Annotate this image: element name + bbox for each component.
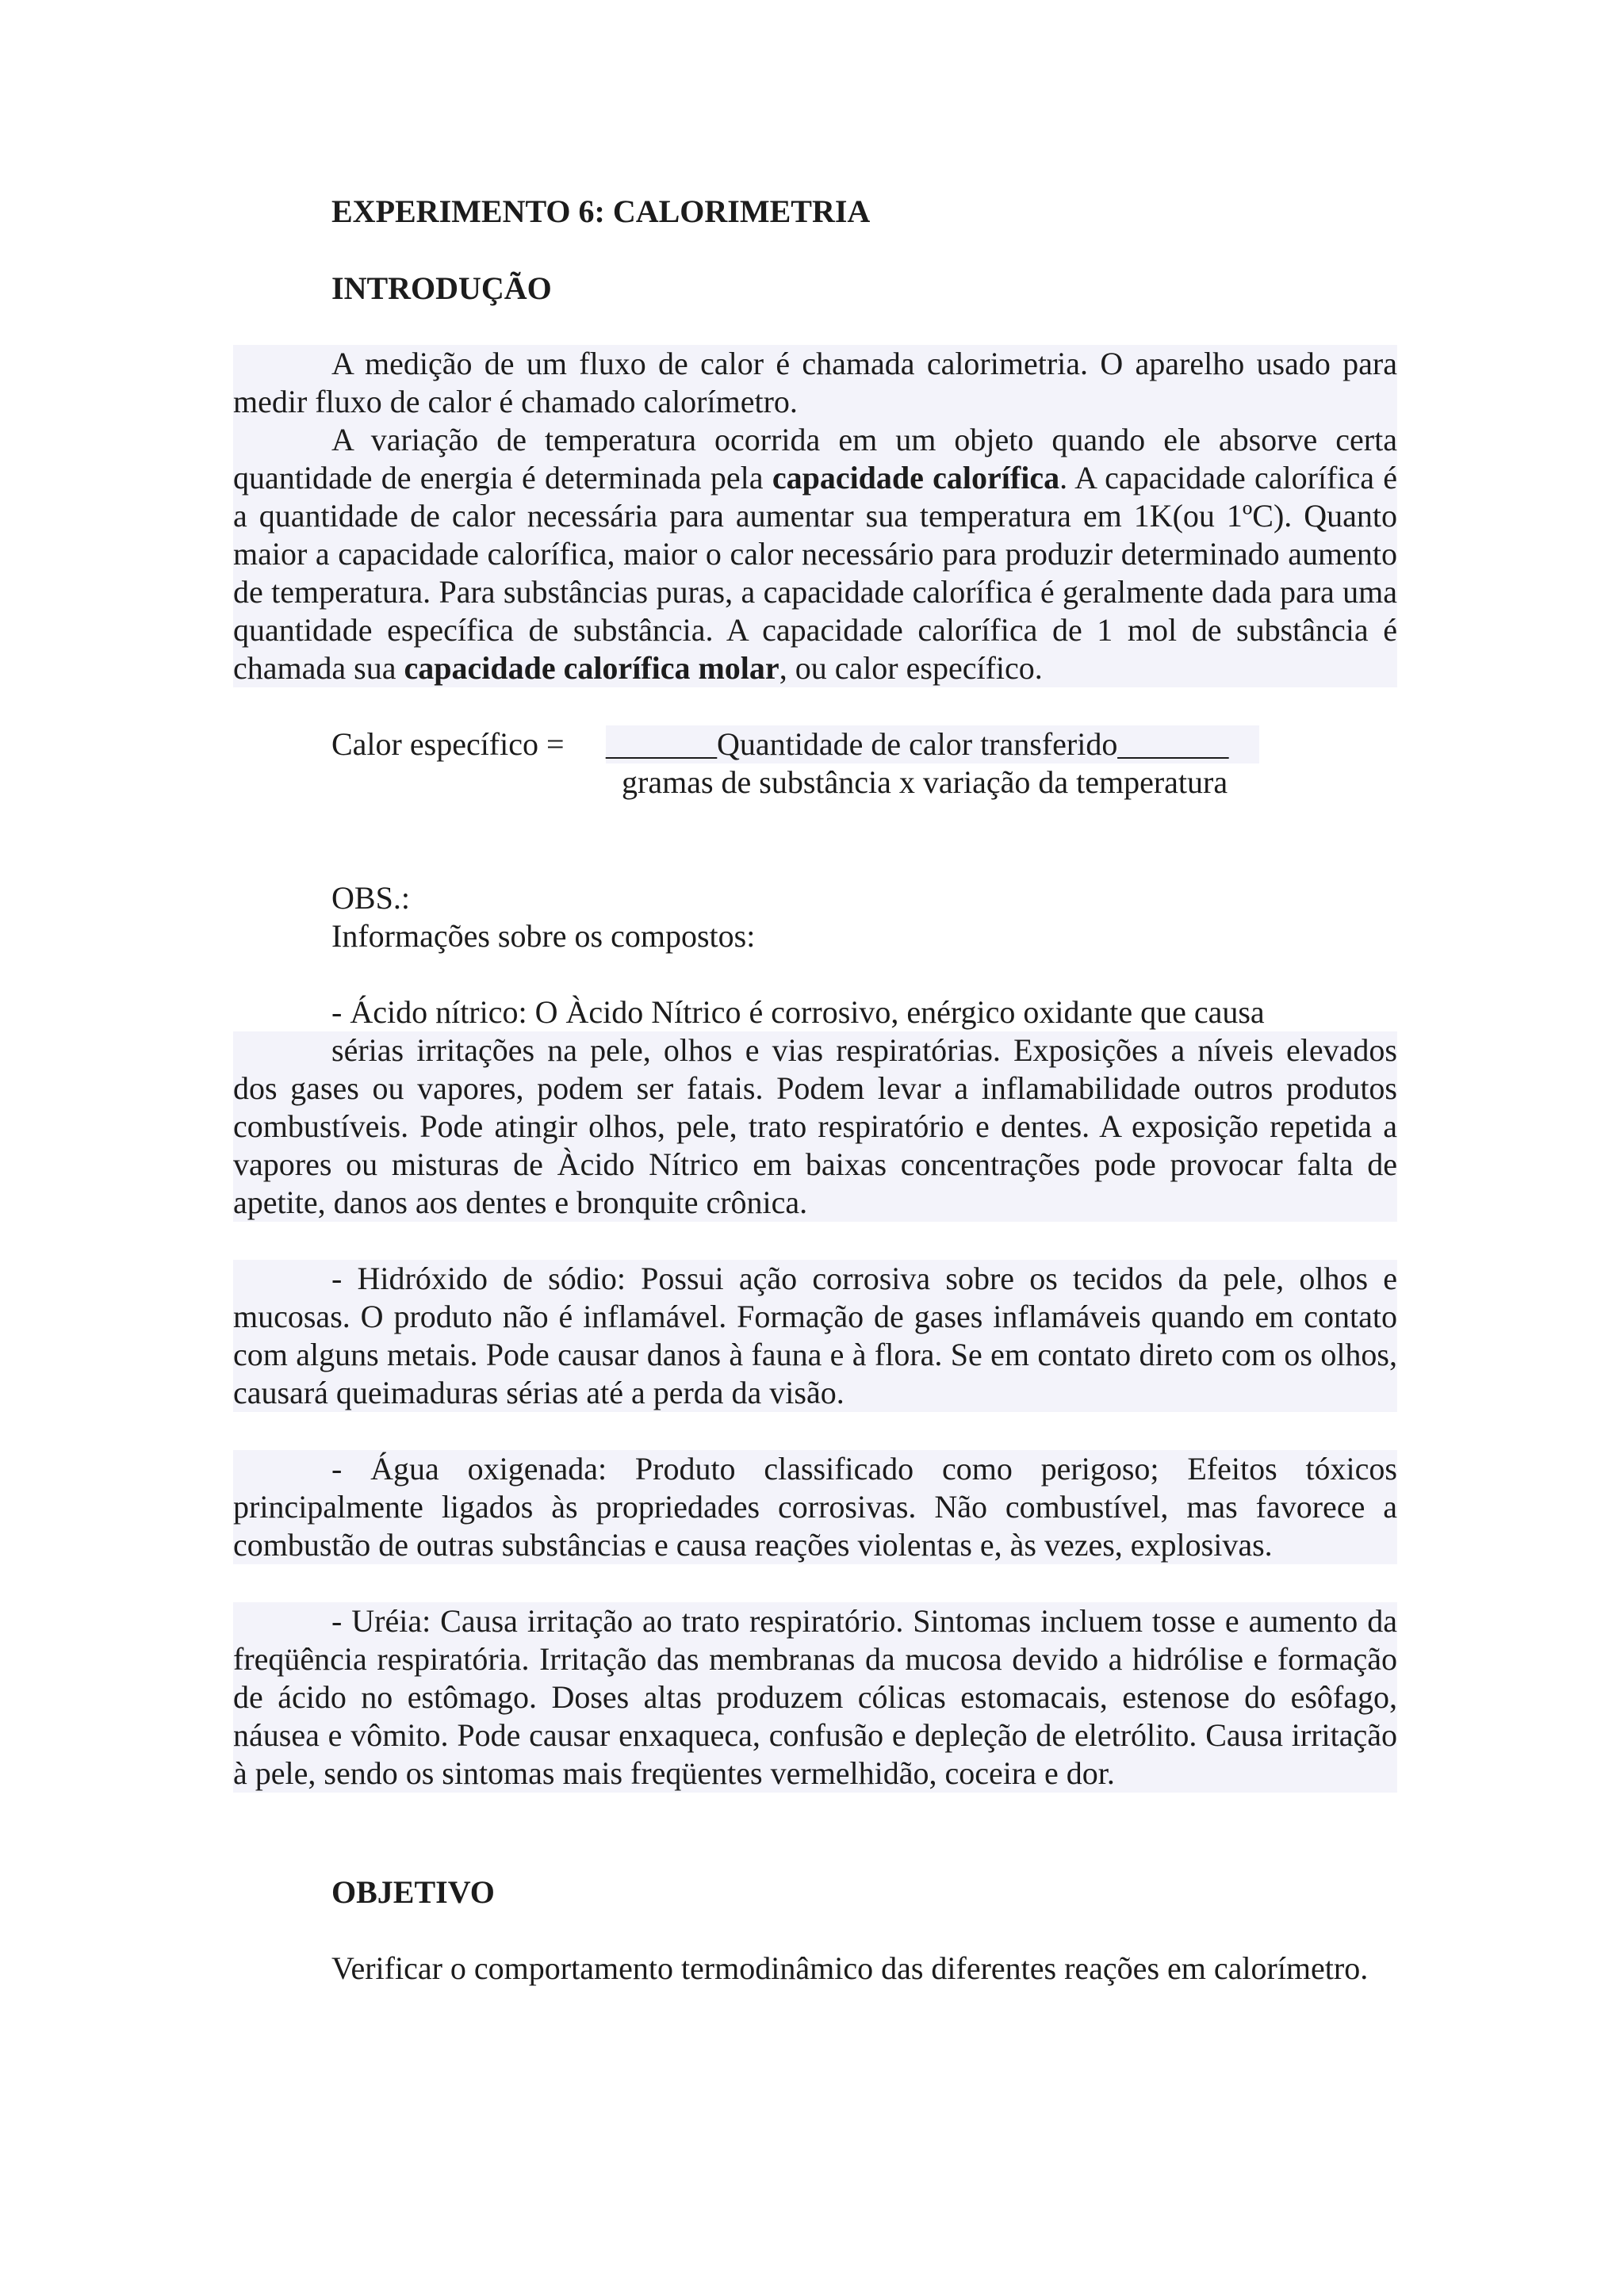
document-title: EXPERIMENTO 6: CALORIMETRIA (331, 193, 871, 229)
formula-denominator: gramas de substância x variação da temperatura (622, 764, 1228, 800)
compounds-info-subtitle: Informações sobre os compostos: (331, 918, 756, 954)
nitric-acid-rest: dos gases ou vapores, podem ser fatais. Podem levar a inflamabilidade outros produtos combustíveis. Pode atingir olhos, pele, trato respiratório e dentes. A exposição repetida a vapores ou misturas de Àcido Nítrico em baixas concentrações pode provocar falta de apetite, danos aos dentes e bronquite crônica. (233, 1070, 1397, 1220)
formula-label: Calor específico = (331, 726, 565, 762)
intro-paragraph-2 (233, 421, 1397, 687)
intro-term-heat-capacity: capacidade calorífica (772, 460, 1060, 496)
sodium-hydroxide-paragraph (233, 1260, 1397, 1412)
obs-label: OBS.: (331, 880, 410, 916)
hydrogen-peroxide-text: - Água oxigenada: Produto classificado como perigoso; Efeitos tóxicos principalmente ligados às propriedades corrosivas. Não combustível, mas favorece a combustão de outras substâncias e causa reações violentas e, às vezes, explosivas. (233, 1451, 1397, 1563)
objective-heading: OBJETIVO (331, 1874, 495, 1910)
objective-text: Verificar o comportamento termodinâmico das diferentes reações em calorímetro. (331, 1950, 1369, 1986)
intro-p2-text-3: , ou calor específico. (779, 650, 1043, 686)
urea-paragraph (233, 1602, 1397, 1793)
nitric-acid-body (233, 1031, 1397, 1222)
hydrogen-peroxide-paragraph (233, 1450, 1397, 1564)
intro-term-molar-heat-capacity: capacidade calorífica molar (404, 650, 779, 686)
urea-text: - Uréia: Causa irritação ao trato respiratório. Sintomas incluem tosse e aumento da freqüência respiratória. Irritação das membranas da mucosa devido a hidrólise e formação de ácido no estômago. Doses altas produzem cólicas estomacais, estenose do esôfago, náusea e vômito. Pode causar enxaqueca, confusão e depleção de eletrólito. Causa irritação à pele, sendo os sintomas mais freqüentes vermelhidão, coceira e dor. (233, 1603, 1397, 1791)
intro-p2-text-2: . A capacidade calorífica é a quantidade de calor necessária para aumentar sua temperatura em 1K(ou 1ºC). Quanto maior a capacidade calorífica, maior o calor necessário para produzir determinado aumento de temperatura. Para substâncias puras, a capacidade calorífica é geralmente dada para uma quantidade específica de substância. A capacidade calorífica de 1 mol de substância é chamada sua (233, 460, 1397, 686)
introduction-text (233, 345, 1397, 687)
nitric-acid-first-line: - Ácido nítrico: O Àcido Nítrico é corrosivo, enérgico oxidante que causa (331, 994, 1265, 1030)
introduction-heading: INTRODUÇÃO (331, 270, 552, 306)
intro-paragraph-1: A medição de um fluxo de calor é chamada calorimetria. O aparelho usado para medir fluxo de calor é chamado calorímetro. (233, 346, 1397, 419)
sodium-hydroxide-text: - Hidróxido de sódio: Possui ação corrosiva sobre os tecidos da pele, olhos e mucosas. O produto não é inflamável. Formação de gases inflamáveis quando em contato com alguns metais. Pode causar danos à fauna e à flora. Se em contato direto com os olhos, causará queimaduras sérias até a perda da visão. (233, 1261, 1397, 1410)
formula-numerator: _______Quantidade de calor transferido_______ (606, 725, 1259, 763)
nitric-acid-second-line: sérias irritações na pele, olhos e vias respiratórias. Exposições a níveis elevados (331, 1032, 1397, 1068)
intro-p2-text-1: A variação de temperatura ocorrida em um objeto quando ele absorve certa quantidade de energia é determinada pela (233, 422, 1397, 496)
